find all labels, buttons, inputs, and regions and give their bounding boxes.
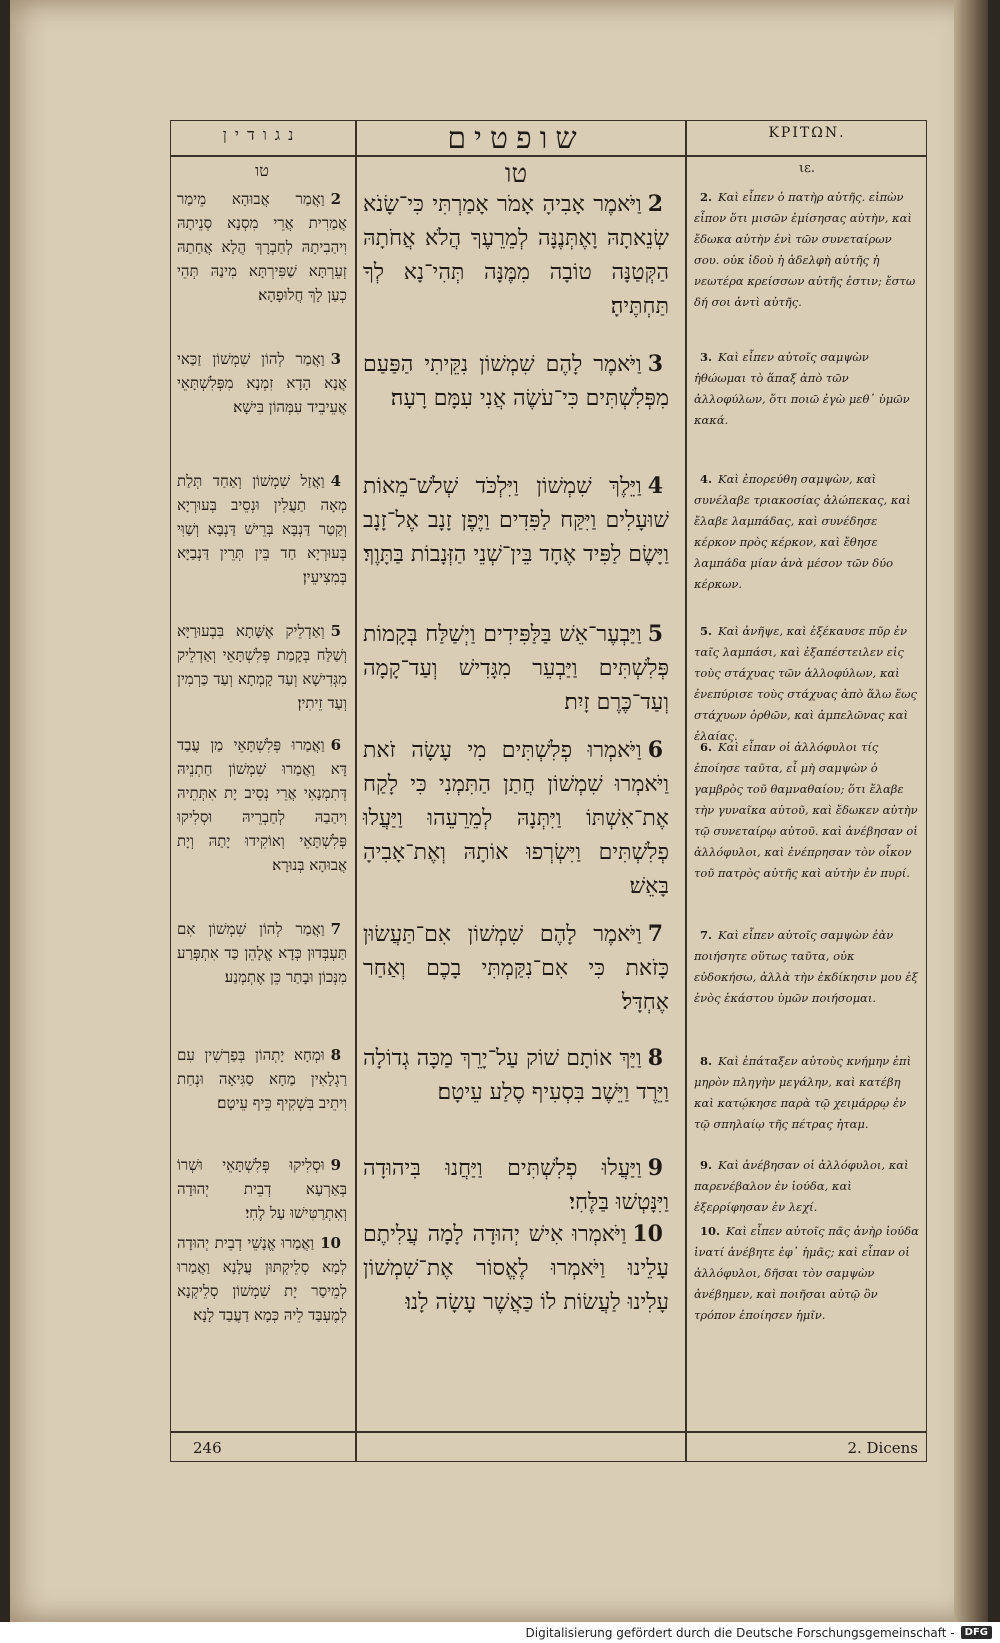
verse-text: וַיֹּאמֶר לָהֶם שִׁמְשׁוֹן אִם־תַּעֲשׂוּן כָּזֹאת כִּי אִם־נִקַּמְתִּי בָכֶם וְאַחַר אֶחְדָּל׃	[363, 922, 669, 1015]
verse-text: Καὶ ἀνῆψε, καὶ ἐξέκαυσε πῦρ ἐν ταῖς λαμπάσι, καὶ ἐξαπέστειλεν εἰς τοὺς στάχυας τῶν ἀλλοφύλων, καὶ ἐνεπύρισε τοὺς στάχυας ἀπὸ ἅλω ἕως στάχυων ὀρθῶν, καὶ ἀμπελῶνας καὶ ἐλαίας.	[694, 624, 917, 743]
page-number: 246	[193, 1439, 222, 1457]
verse-text: וַיַּךְ אוֹתָם שׁוֹק עַל־יָרֵךְ מַכָּה גְדוֹלָה וַיֵּרֶד וַיֵּשֶׁב בִּסְעִיף סֶלַע עֵיטָם׃	[363, 1046, 669, 1105]
verse-number: 2.	[700, 190, 713, 204]
targum-verse	[177, 187, 347, 307]
hebrew-verse	[363, 617, 669, 720]
greek-verse	[694, 621, 920, 747]
greek-verse	[694, 1051, 920, 1135]
verse-text: Καὶ ἀνέβησαν οἱ ἀλλόφυλοι, καὶ παρενέβαλον ἐν ἰούδα, καὶ ἐξερρίφησαν ἐν λεχί.	[694, 1158, 909, 1214]
verse-number: 3.	[700, 350, 713, 364]
verse-number: 6.	[700, 740, 713, 754]
targum-column	[171, 121, 353, 1461]
greek-chapter-number: ιε.	[799, 161, 815, 176]
verse-number: 7	[647, 921, 663, 947]
verse-number: 4	[330, 472, 341, 490]
verse-number: 4	[647, 473, 663, 499]
verse-number: 8	[330, 1046, 341, 1064]
verse-text: וַיֹּאמֶר אָבִיהָ אָמֹר אָמַרְתִּי כִּי־שָׂנֹא שְׂנֵאתָהּ וָאֶתְּנֶנָּה לְמֵרֵעֶךָ הֲלֹא אֲחֹתָהּ הַקְּטַנָּה טוֹבָה מִמֶּנָּה תְּהִי־נָא לְךָ תַּחְתֶּיהָ׃	[363, 192, 669, 319]
verse-text: Καὶ ἐπορεύθη σαμψὼν, καὶ συνέλαβε τριακοσίας ἀλώπεκας, καὶ ἔλαβε λαμπάδας, καὶ συνέδησε κέρκον πρὸς κέρκον, καὶ ἔθησε λαμπάδα μίαν ἀνὰ μέσον τῶν δύο κέρκων.	[694, 472, 911, 591]
targum-chapter-number: טו	[255, 161, 269, 180]
hebrew-verse	[363, 733, 669, 904]
greek-verse	[694, 347, 920, 431]
hebrew-verse	[363, 469, 669, 572]
verse-number: 5.	[700, 624, 713, 638]
verse-text: וַאֲמַרוּ פְּלִשְׁתָּאֵי מַן עֲבַד דָּא וַאֲמַרוּ שִׁמְשׁוֹן חַתְנֵיהּ דְּתִמְנָאִי אֲרֵי נְסֵיב יָת אִתְּתֵיהּ וִיהַבַהּ לְחַבְרֵיהּ וּסְלִיקוּ פְּלִשְׁתָּאֵי וְאוֹקִידוּ יָתַהּ וְיָת אֲבוּהָא בְּנוּרָא׃	[177, 736, 347, 874]
greek-verse	[694, 1155, 920, 1218]
verse-number: 8	[647, 1045, 663, 1071]
column-divider-right	[685, 121, 687, 1461]
verse-number: 3	[330, 350, 341, 368]
verse-text: וּמְחָא יָתְהוֹן בְּפַרְשִׁין עִם רַגְלָאִין מַחָא סַגִּיאָה וּנְחַת וִיתֵיב בִּשְׁקִיף כֵּיף עֵיטָם׃	[177, 1046, 347, 1112]
targum-verse	[177, 917, 347, 989]
verse-text: וְאַדְלֵיק אֶשָּׁתָא בִּבְעוּרַיָּא וְשַׁלַּח בְּקָמַת פְּלִשְׁתָּאֵי וְאַדְלֵיק מִגְּדִישָׁא וְעַד קָמְתָא וְעַד כַּרְמִין וְעַד זֵיתִין׃	[177, 622, 347, 712]
targum-verse	[177, 1043, 347, 1115]
hebrew-column	[357, 121, 675, 1461]
greek-verse	[694, 925, 920, 1009]
hebrew-verse	[363, 1041, 669, 1110]
verse-text: וַיֵּלֶךְ שִׁמְשׁוֹן וַיִּלְכֹּד שְׁלֹשׁ־מֵאוֹת שׁוּעָלִים וַיִּקַּח לַפִּדִים וַיֶּפֶן זָנָב אֶל־זָנָב וַיָּשֶׂם לַפִּיד אֶחָד בֵּין־שְׁנֵי הַזְּנָבוֹת בַּתָּוֶךְ׃	[363, 474, 669, 567]
verse-text: וַיֹּאמֶר לָהֶם שִׁמְשׁוֹן נִקֵּיתִי הַפַּעַם מִפְּלִשְׁתִּים כִּי־עֹשֶׂה אֲנִי עִמָּם רָעָה׃	[363, 352, 669, 411]
greek-verse	[694, 1221, 920, 1326]
hebrew-header: שופטים	[447, 121, 585, 156]
greek-header: ΚΡΙΤΩΝ.	[768, 125, 846, 141]
verse-text: וַיֹּאמְרוּ פְלִשְׁתִּים מִי עָשָׂה זֹאת וַיֹּאמְרוּ שִׁמְשׁוֹן חֲתַן הַתִּמְנִי כִּי לָקַח אֶת־אִשְׁתּוֹ וַיִּתְּנָהּ לְמֵרֵעֵהוּ וַיַּעֲלוּ פְלִשְׁתִּים וַיִּשְׂרְפוּ אוֹתָהּ וְאֶת־אָבִיהָ בָּאֵשׁ׃	[363, 738, 669, 899]
verse-text: וַיַּעֲלוּ פְלִשְׁתִּים וַיַּחֲנוּ בִּיהוּדָה וַיִּנָּטְשׁוּ בַּלֶּחִי׃	[363, 1156, 669, 1215]
verse-text: וַאֲזַל שִׁמְשׁוֹן וְאַחַד תְּלַת מְאָה תַעֲלִין וּנְסֵיב בְּעוּרְיָא וְקַטַר דַּנְבָּא בְּרֵישׁ דַּנְבָּא וְשַׁוִּי בְּעוּרְיָא חַד בֵּין תְּרֵין דַּנְבַיָּא בְּמִצִיעֵין׃	[177, 472, 347, 586]
greek-verse	[694, 187, 920, 313]
verse-number: 10.	[700, 1224, 721, 1238]
verse-text: Καὶ εἶπεν αὐτοῖς σαμψὼν ἐὰν ποιήσητε οὕτως ταῦτα, οὐκ εὐδοκήσω, ἀλλὰ τὴν ἐκδίκησιν μου ἐξ ἑνὸς ἑκάστου ὑμῶν ποιήσομαι.	[694, 928, 918, 1005]
verse-text: וַיַּבְעֶר־אֵשׁ בַּלַּפִּידִים וַיְשַׁלַּח בְּקָמוֹת פְּלִשְׁתִּים וַיַּבְעֵר מִגָּדִישׁ וְעַד־קָמָה וְעַד־כֶּרֶם זָיִת׃	[363, 622, 669, 715]
verse-text: Καὶ ἐπάταξεν αὐτοὺς κνήμην ἐπὶ μηρὸν πληγὴν μεγάλην, καὶ κατέβη καὶ κατῴκησε παρὰ τῷ χειμάρρῳ ἐν τῷ σπηλαίῳ τῆς πέτρας ἠταμ.	[694, 1054, 912, 1131]
hebrew-verse	[363, 1217, 669, 1320]
verse-text: וַאֲמַר לְהוֹן שִׁמְשׁוֹן זַכַּאי אֲנָא הָדָא זִמְנָא מִפְּלִשְׁתָּאֵי אֲעֵיבֵיד עִמְּהוֹן בִּישָׁא׃	[177, 350, 347, 416]
greek-column	[688, 121, 926, 1461]
verse-number: 9.	[700, 1158, 713, 1172]
binding-shadow	[954, 0, 988, 1622]
targum-header: נגודין	[222, 125, 302, 144]
hebrew-verse	[363, 1151, 669, 1220]
verse-number: 5	[647, 621, 663, 647]
verse-number: 2	[330, 190, 341, 208]
verse-text: וּסְלִיקוּ פְּלִשְׁתָּאֵי וּשְׁרוֹ בְּאַרְעָא דְבֵית יְהוּדָה וְאִתְרַטִּישׁוּ עַל לֶחִי׃	[177, 1156, 347, 1222]
hebrew-verse	[363, 187, 669, 324]
targum-verse	[177, 469, 347, 589]
verse-number: 2	[647, 191, 663, 217]
targum-verse	[177, 1231, 347, 1327]
book-page	[10, 0, 988, 1622]
verse-number: 7	[330, 920, 341, 938]
verse-number: 5	[330, 622, 341, 640]
text-frame	[170, 120, 927, 1462]
verse-number: 10	[632, 1221, 663, 1247]
footer-rule	[171, 1431, 926, 1433]
verse-number: 9	[647, 1155, 663, 1181]
verse-number: 6	[330, 736, 341, 754]
verse-number: 6	[647, 737, 663, 763]
verse-text: Καὶ εἶπεν αὐτοῖς πᾶς ἀνὴρ ἰούδα ἱνατί ἀνέβητε ἐφ᾽ ἡμᾶς; καὶ εἶπαν οἱ ἀλλόφυλοι, δῆσαι τὸν σαμψὼν ἀνέβημεν, καὶ ποιῆσαι αὐτῷ ὃν τρόπον ἐποίησεν ἡμῖν.	[694, 1224, 919, 1322]
verse-number: 8.	[700, 1054, 713, 1068]
verse-text: Καὶ εἶπαν οἱ ἀλλόφυλοι τίς ἐποίησε ταῦτα, εἶ μὴ σαμψὼν ὁ γαμβρὸς τοῦ θαμναθαίου; ὅτι ἔλαβε τὴν γυναῖκα αὐτοῦ, καὶ ἔδωκεν αὐτὴν τῷ συνεταίρῳ αὐτοῦ. καὶ ἀνέβησαν οἱ ἀλλόφυλοι, καὶ ἐνέπρησαν τὸν οἶκον τοῦ πατρὸς αὐτῆς καὶ αὐτὴν ἐν πυρί.	[694, 740, 918, 880]
verse-text: וַאֲמַרוּ אֱנָשֵׁי דְבֵית יְהוּדָה לְמָא סְלֵיקְתּוּן עֲלָנָא וַאֲמַרוּ לְמֵיסַר יָת שִׁמְשׁוֹן סְלֵיקְנָא לְמֶעְבַּד לֵיהּ כְּמָא דַעֲבַד לָנָא׃	[177, 1234, 347, 1324]
hebrew-verse	[363, 347, 669, 416]
greek-verse	[694, 737, 920, 884]
verse-text: וַאֲמַר לְהוֹן שִׁמְשׁוֹן אִם תַּעְבְּדוּן כְּדָא אֱלָהֵן כַּד אִתְפְּרַע מִנְּכוֹן וּבָתַר כֵּן אֶתְמְנַע׃	[177, 920, 347, 986]
targum-verse	[177, 347, 347, 419]
verse-number: 3	[647, 351, 663, 377]
dfg-credit-bar	[0, 1622, 1000, 1643]
greek-verse	[694, 469, 920, 595]
hebrew-chapter-number: טו	[504, 159, 528, 189]
verse-number: 4.	[700, 472, 713, 486]
verse-number: 10	[320, 1234, 341, 1252]
verse-text: Καὶ εἶπεν ὁ πατὴρ αὐτῆς. εἰπὼν εἶπον ὅτι μισῶν ἐμίσησας αὐτὴν, καὶ ἔδωκα αὐτὴν ἑνὶ τῶν συνεταίρων σου. οὐκ ἰδοὺ ἡ ἀδελφὴ αὐτῆς ἡ νεωτέρα κρείσσων αὐτῆς ἐστιν; ἔστω δή σοι ἀντὶ αὐτῆς.	[694, 190, 916, 309]
dfg-logo: DFG	[961, 1626, 992, 1639]
targum-verse	[177, 1153, 347, 1225]
hebrew-verse	[363, 917, 669, 1020]
verse-text: וַאֲמַר אֲבוּהָא מֵימַר אֲמַרִית אֲרֵי מִסְנָא סְנֵיתָהּ וִיהַבִיתָהּ לְחַבְרָךְ הֲלָא אֲחַתַהּ זְעֵרְתָּא שַׁפִּירְתָּא מִינַהּ תְּהֵי כְעַן לָךְ חֲלוּפָהָא׃	[177, 190, 347, 304]
catchword: 2. Dicens	[847, 1439, 918, 1457]
verse-text: וַיֹּאמְרוּ אִישׁ יְהוּדָה לָמָה עֲלִיתֶם עָלֵינוּ וַיֹּאמְרוּ לֶאֱסוֹר אֶת־שִׁמְשׁוֹן עָלִינוּ לַעֲשׂוֹת לוֹ כַּאֲשֶׁר עָשָׂה לָנוּ׃	[363, 1222, 669, 1315]
targum-verse	[177, 619, 347, 715]
dfg-credit-text: Digitalisierung gefördert durch die Deutsche Forschungsgemeinschaft -	[525, 1625, 955, 1640]
targum-verse	[177, 733, 347, 877]
verse-text: Καὶ εἶπεν αὐτοῖς σαμψὼν ἠθώωμαι τὸ ἅπαξ ἀπὸ τῶν ἀλλοφύλων, ὅτι ποιῶ ἐγὼ μεθ᾽ ὑμῶν κακά.	[694, 350, 910, 427]
verse-number: 9	[330, 1156, 341, 1174]
verse-number: 7.	[700, 928, 713, 942]
